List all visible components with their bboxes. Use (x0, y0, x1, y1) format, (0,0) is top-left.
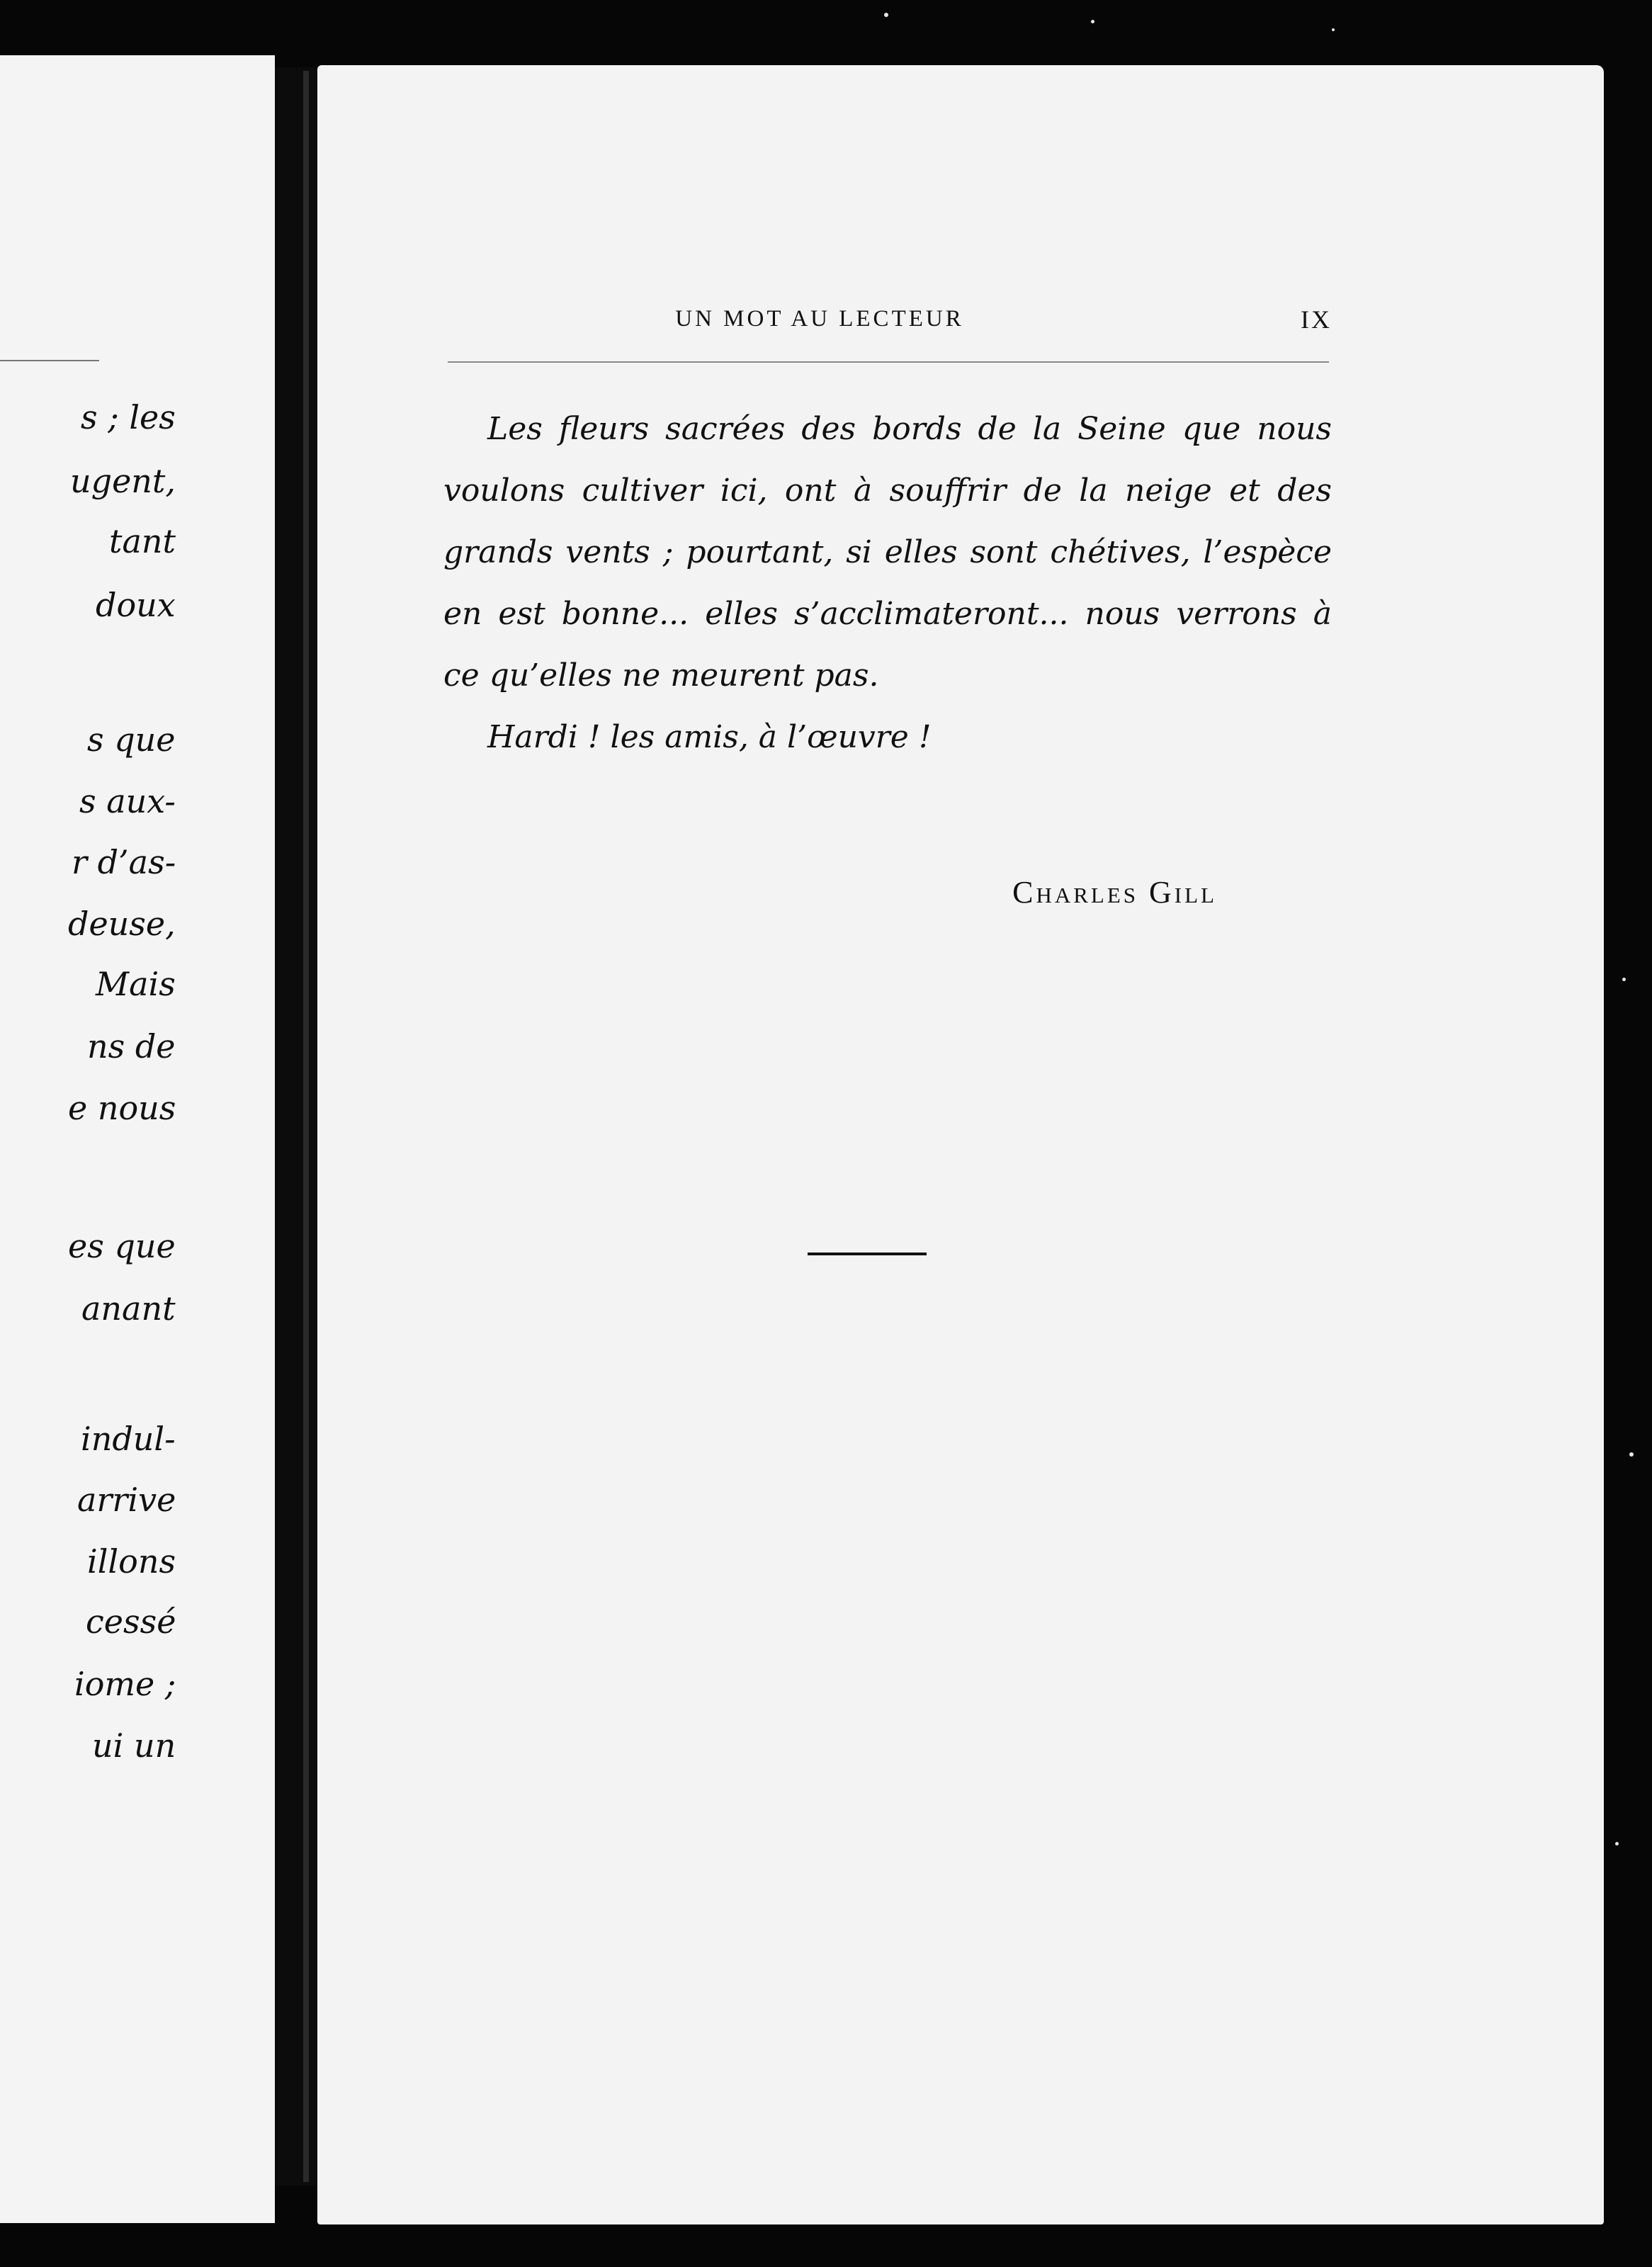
previous-page-line: tant (109, 522, 176, 560)
previous-page-line: iome ; (74, 1665, 176, 1703)
scan-speck (1091, 20, 1094, 23)
scan-speck (1622, 978, 1626, 981)
previous-page-line: anant (81, 1289, 176, 1328)
page-number: IX (1301, 305, 1332, 334)
running-head: UN MOT AU LECTEUR (675, 306, 964, 332)
scan-speck (1615, 1842, 1619, 1845)
paragraph: Les fleurs sacrées des bords de la Seine que nous voulons cultiver ici, ont à souffrir de la neige et des grands vents ; pourtant, si elles sont chétives, l’espèce en est bonne... elles s’acclimateront... nous verrons à ce qu’elles ne meurent pas. (443, 411, 1332, 694)
closing-rule (808, 1253, 927, 1255)
previous-page-line: s ; les (81, 398, 176, 436)
previous-page-line: ugent, (70, 462, 176, 500)
current-page (317, 65, 1604, 2224)
previous-page-line: ui un (92, 1726, 176, 1765)
running-head-rule (448, 361, 1329, 363)
previous-page-line: arrive (77, 1481, 176, 1519)
previous-page-line: s aux- (79, 782, 176, 820)
previous-page-line: doux (96, 586, 176, 624)
previous-page-line: deuse, (68, 905, 176, 943)
paragraph: Hardi ! les amis, à l’œuvre ! (487, 719, 932, 755)
body-text (443, 398, 1332, 768)
scan-speck (1629, 1452, 1634, 1457)
previous-page-line: ns de (87, 1027, 176, 1065)
previous-page-line: r d’as- (72, 843, 176, 881)
previous-page-line: indul- (81, 1420, 176, 1458)
previous-page-line: e nous (68, 1089, 176, 1127)
scan-speck (1332, 28, 1335, 31)
previous-page-line: es que (68, 1227, 176, 1265)
previous-page-line: s que (87, 720, 176, 759)
previous-page-line: illons (87, 1542, 176, 1581)
previous-page-line: Mais (96, 965, 176, 1003)
scan-speck (884, 13, 888, 17)
author-signature: Charles Gill (1012, 875, 1217, 910)
previous-page-line: cessé (86, 1602, 176, 1641)
book-gutter (275, 67, 317, 2186)
book-gutter-edge (303, 71, 309, 2182)
previous-page-fragment (0, 55, 275, 2223)
previous-page-head-rule (0, 360, 99, 361)
